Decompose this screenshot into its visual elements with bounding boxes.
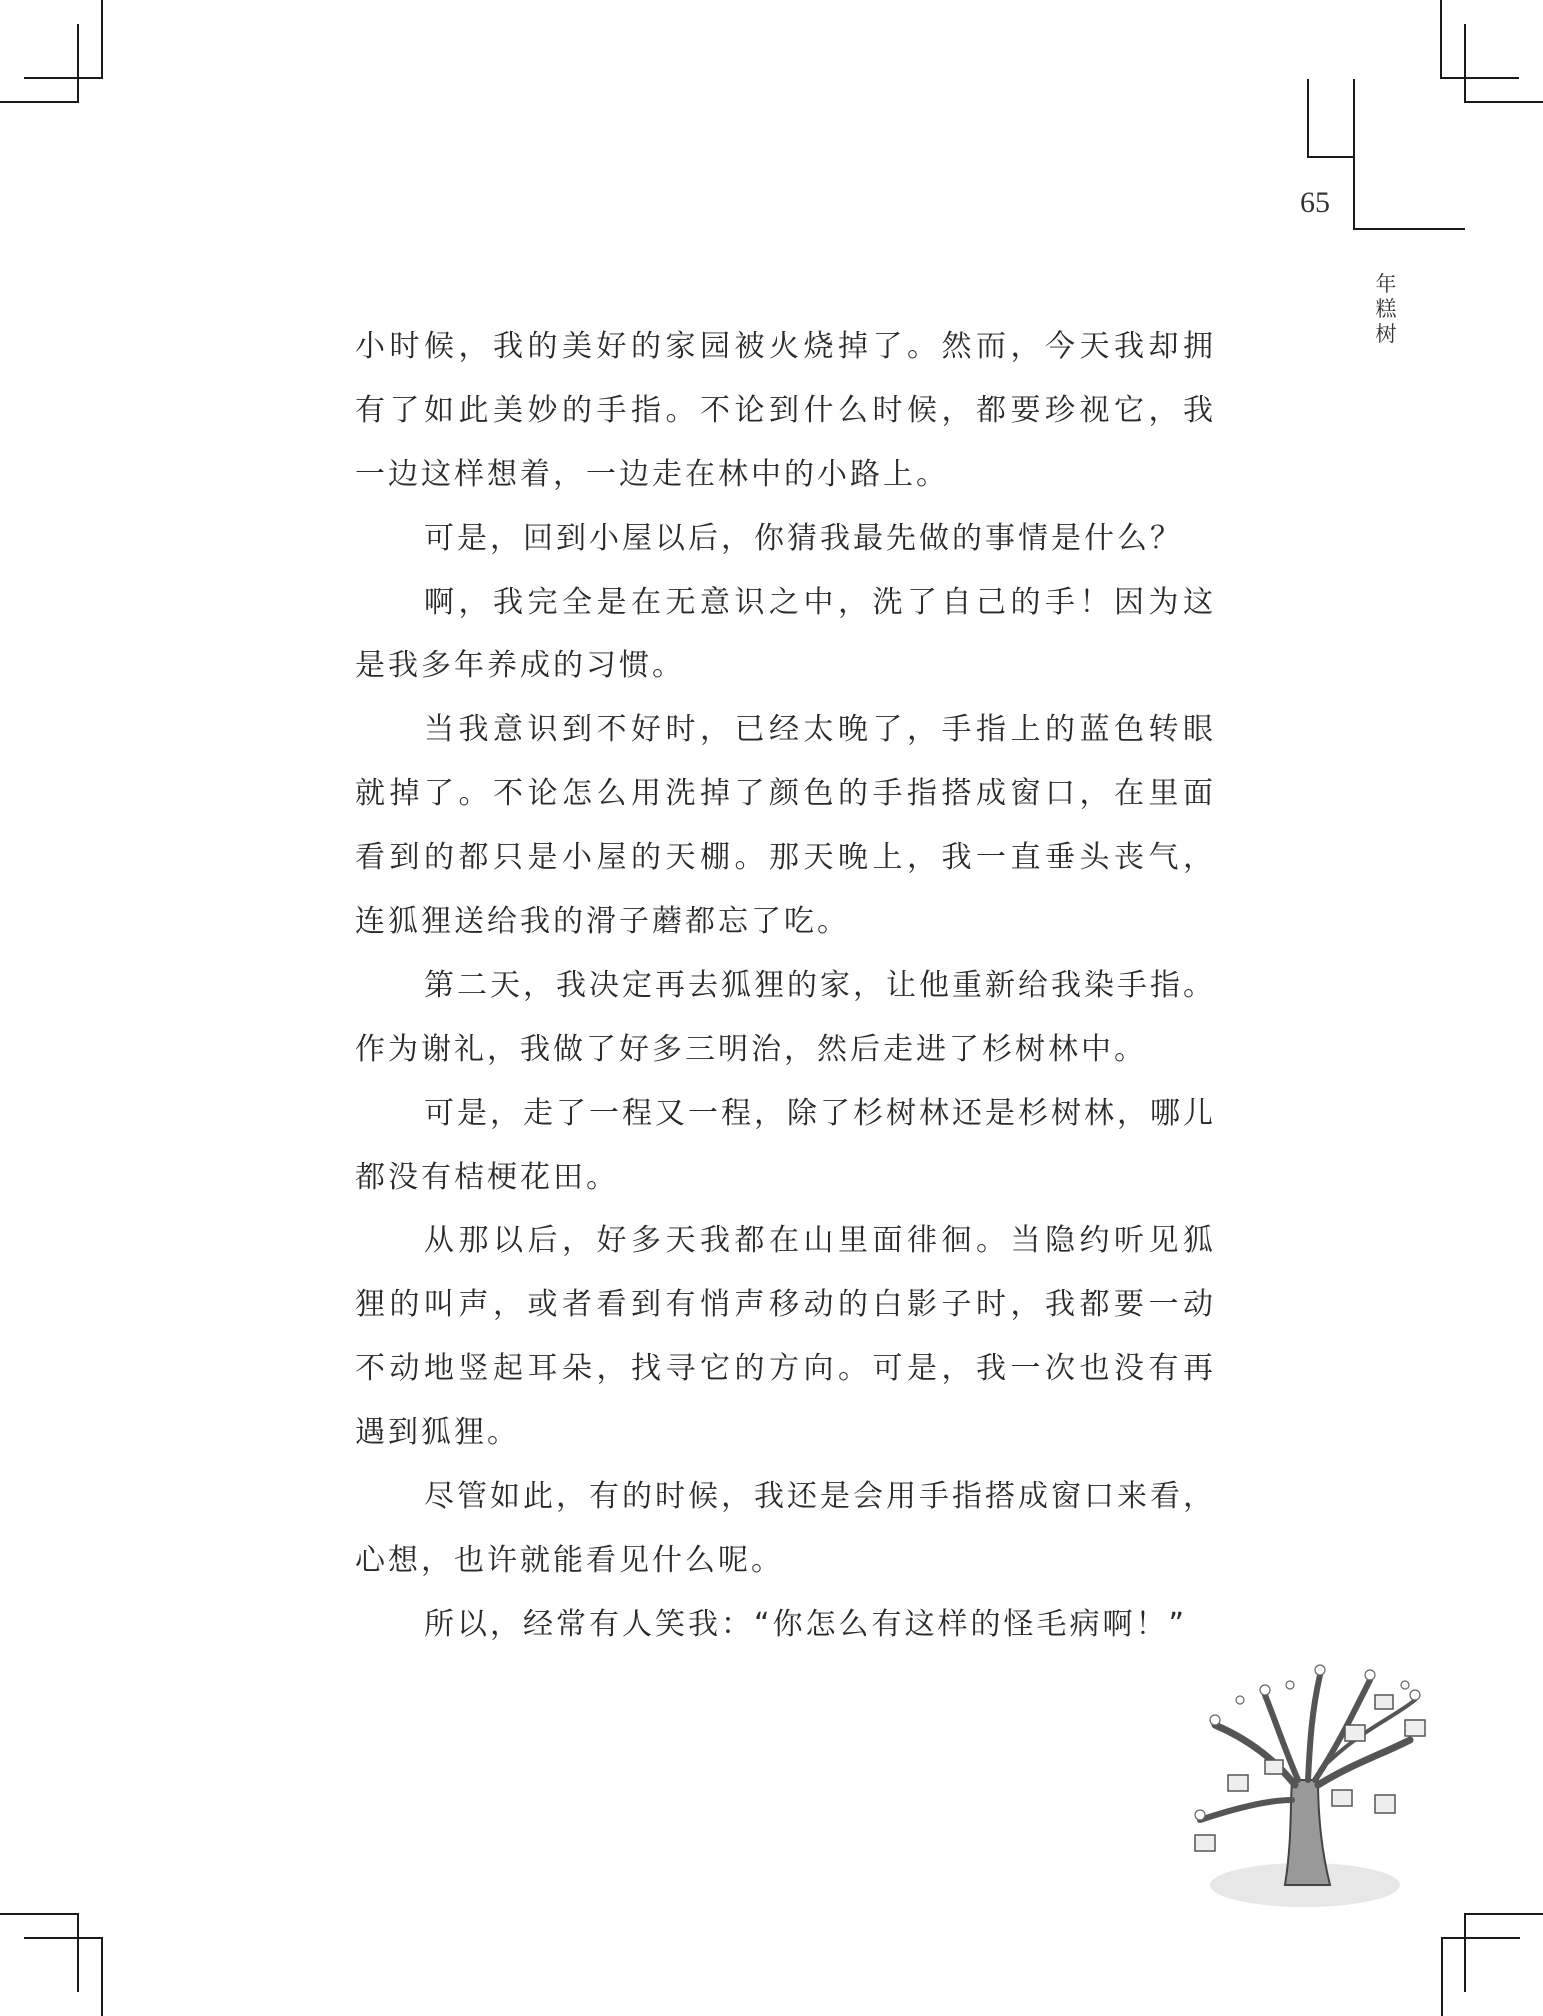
text-line: 可是，回到小屋以后，你猜我最先做的事情是什么？ <box>424 520 1183 556</box>
text-line: 一边这样想着，一边走在林中的小路上。 <box>355 456 949 492</box>
text-line: 第二天，我决定再去狐狸的家，让他重新给我染手指。 <box>424 967 1213 1003</box>
text-line: 小时候，我的美好的家园被火烧掉了。然而，今天我却拥 <box>355 329 1213 364</box>
running-title-char: 糕 <box>1375 297 1397 321</box>
text-line: 是我多年养成的习惯。 <box>355 648 685 684</box>
body-text <box>355 315 1213 1657</box>
text-line: 啊，我完全是在无意识之中，洗了自己的手！因为这 <box>424 584 1213 620</box>
running-title <box>1374 272 1398 347</box>
tree-illustration-icon <box>1180 1640 1450 1920</box>
running-title-char: 树 <box>1375 322 1397 346</box>
text-line: 连狐狸送给我的滑子蘑都忘了吃。 <box>355 904 850 940</box>
text-line: 心想，也许就能看见什么呢。 <box>355 1542 784 1578</box>
text-line: 有了如此美妙的手指。不论到什么时候，都要珍视它，我 <box>355 392 1213 428</box>
text-line: 所以，经常有人笑我：“你怎么有这样的怪毛病啊！” <box>424 1606 1188 1642</box>
running-title-char: 年 <box>1375 272 1397 296</box>
text-line: 遇到狐狸。 <box>355 1415 520 1451</box>
page-number: 65 <box>1300 186 1330 219</box>
text-line: 都没有桔梗花田。 <box>355 1159 619 1195</box>
text-line: 从那以后，好多天我都在山里面徘徊。当隐约听见狐 <box>424 1223 1213 1259</box>
text-line: 不动地竖起耳朵，找寻它的方向。可是，我一次也没有再 <box>355 1351 1213 1387</box>
text-line: 尽管如此，有的时候，我还是会用手指搭成窗口来看， <box>424 1479 1213 1515</box>
text-line: 看到的都只是小屋的天棚。那天晚上，我一直垂头丧气， <box>355 840 1213 876</box>
text-line: 就掉了。不论怎么用洗掉了颜色的手指搭成窗口，在里面 <box>355 776 1213 812</box>
text-line: 狸的叫声，或者看到有悄声移动的白影子时，我都要一动 <box>355 1287 1213 1323</box>
text-line: 可是，走了一程又一程，除了杉树林还是杉树林，哪儿 <box>424 1095 1213 1131</box>
text-line: 当我意识到不好时，已经太晚了，手指上的蓝色转眼 <box>424 712 1213 748</box>
text-line: 作为谢礼，我做了好多三明治，然后走进了杉树林中。 <box>355 1031 1147 1067</box>
